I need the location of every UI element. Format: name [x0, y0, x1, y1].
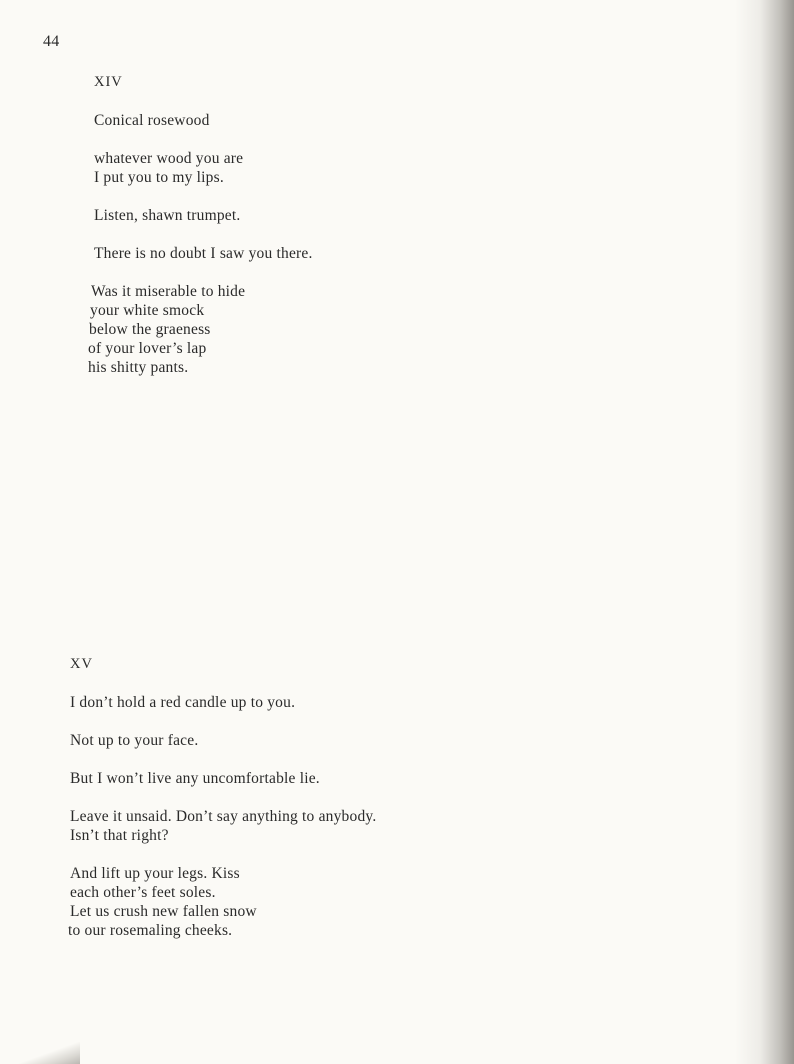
- poem-numeral: XV: [70, 656, 93, 672]
- poem-line: There is no doubt I saw you there.: [94, 245, 313, 262]
- poem-line: of your lover’s lap: [88, 340, 207, 357]
- page-number: 44: [43, 33, 60, 50]
- poem-line: Let us crush new fallen snow: [70, 903, 257, 920]
- poem-line: Was it miserable to hide: [91, 283, 246, 300]
- poem-line: But I won’t live any uncomfortable lie.: [70, 770, 320, 787]
- poem-line: Isn’t that right?: [70, 827, 169, 844]
- poem-line: your white smock: [90, 302, 205, 319]
- poem-xv: [70, 655, 376, 940]
- poem-line: below the graeness: [89, 321, 211, 338]
- poem-line: And lift up your legs. Kiss: [70, 865, 240, 882]
- poem-line: his shitty pants.: [88, 359, 189, 376]
- poem-line: Conical rosewood: [94, 112, 210, 129]
- poem-line: Leave it unsaid. Don’t say anything to anybody.: [70, 808, 377, 825]
- poem-numeral: XIV: [94, 74, 123, 90]
- poem-line: each other’s feet soles.: [70, 884, 216, 901]
- poem-line: whatever wood you are: [94, 150, 244, 167]
- page-corner-shadow: [0, 1042, 80, 1064]
- poem-line: Not up to your face.: [70, 732, 199, 749]
- poem-line: I put you to my lips.: [94, 169, 224, 186]
- poem-line: Listen, shawn trumpet.: [94, 207, 241, 224]
- poem-line: to our rosemaling cheeks.: [68, 922, 233, 939]
- poem-xiv: [88, 73, 313, 377]
- poem-line: I don’t hold a red candle up to you.: [70, 694, 296, 711]
